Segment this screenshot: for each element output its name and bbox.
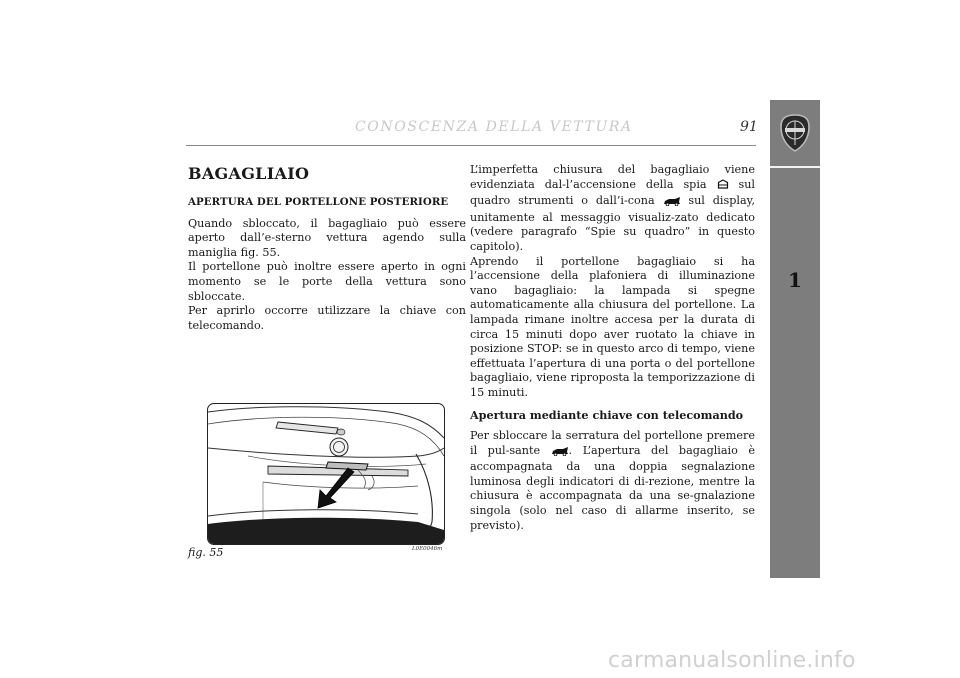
left-column	[188, 195, 466, 333]
right-column	[470, 163, 755, 533]
paragraph: Quando sbloccato, il bagagliaio può essere aperto dall’e-sterno vettura agendo sulla maniglia fig. 55.	[188, 216, 466, 259]
header-rule	[186, 145, 756, 146]
chapter-number: 1	[788, 268, 802, 292]
figure-caption: fig. 55	[188, 546, 224, 559]
paragraph: Il portellone può inoltre essere aperto in ogni momento se le porte della vettura sono sbloccate.	[188, 260, 466, 303]
trunk-release-button-icon	[551, 446, 569, 461]
side-tab-divider	[770, 166, 820, 168]
paragraph: Aprendo il portellone bagagliaio si ha l’accensione della plafoniera di illuminazione vano bagagliaio: la lampada si spegne automaticamente alla chiusura del portellone. La lampada rimane inoltre accesa per la durata di circa 15 minuti dopo aver ruotato la chiave in posizione STOP: se in questo arco di tempo, viene effettuata l’apertura di una porta o del portellone bagagliaio, viene riproposta la temporizzazione di 15 minuti.	[470, 254, 755, 399]
text-run: sul display, unitamente al messaggio visualiz-zato dedicato (vedere paragrafo “Spie su quadro” in questo capitolo).	[470, 194, 756, 253]
chapter-side-tab	[770, 100, 820, 578]
text-run: . L’apertura del bagagliaio è accompagnata da una doppia segnalazione luminosa degli indicatori di di-rezione, mentre la chiusura è accompagnata da una se-gnalazione singola (solo nel caso di allarme inserito, se previsto).	[470, 443, 755, 532]
watermark-text: carmanualsonline.info	[608, 648, 856, 673]
section-title: BAGAGLIAIO	[188, 164, 310, 183]
text-run: Per sbloccare la serratura del portellone premere il pul-sante	[470, 429, 755, 457]
header-title: CONOSCENZA DELLA VETTURA	[355, 119, 633, 135]
text-run: L’imperfetta chiusura del bagagliaio viene evidenziata dal-l’accensione della spia	[470, 163, 755, 191]
subheading-remote: Apertura mediante chiave con telecomando	[470, 407, 744, 422]
page-number: 91	[740, 119, 758, 135]
lancia-shield-icon	[770, 100, 820, 166]
figure-tailgate-handle	[207, 403, 445, 545]
text-run: sul quadro strumenti o dall’i-cona	[470, 177, 755, 208]
tailgate-illustration	[208, 404, 444, 544]
open-trunk-warning-icon	[717, 179, 729, 195]
figure-code: L0E0046m	[412, 546, 443, 552]
paragraph	[470, 429, 755, 533]
paragraph	[470, 163, 755, 255]
paragraph: Per aprirlo occorre utilizzare la chiave con telecomando.	[188, 304, 466, 332]
car-trunk-open-icon	[663, 196, 681, 211]
section-subheading: APERTURA DEL PORTELLONE POSTERIORE	[188, 196, 449, 208]
